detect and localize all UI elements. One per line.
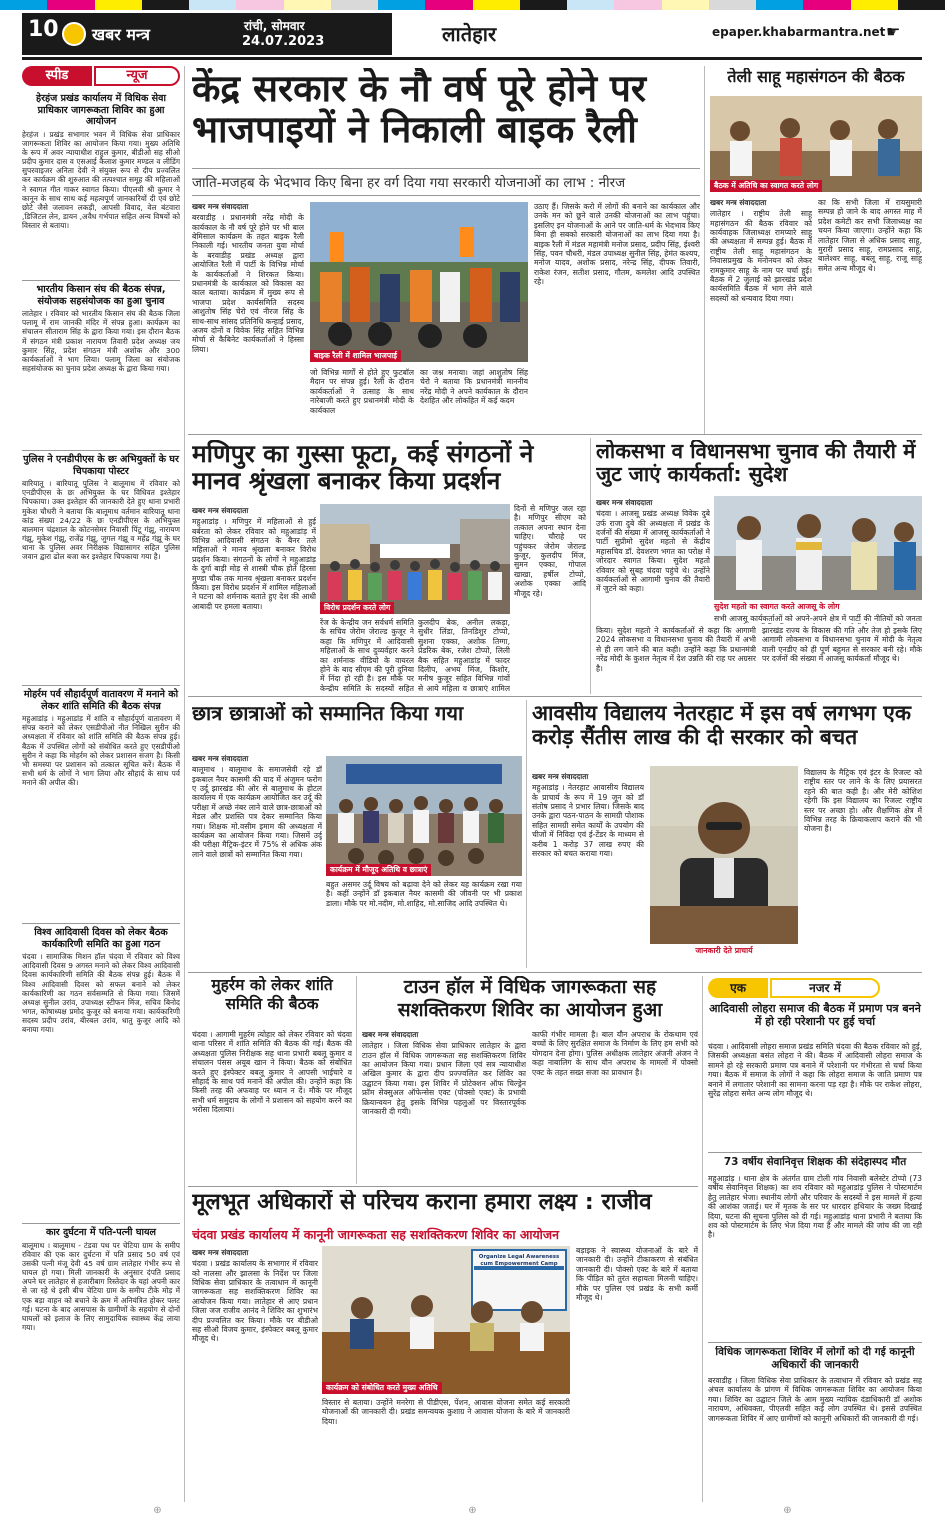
rajiv-banner-text: Organize Legal Awareness cum Empowerment Camp (478, 1254, 560, 1268)
column-divider (704, 66, 705, 434)
speed-news-item-title: हेरहंज प्रखंड कार्यालय में विधिक सेवा प्राधिकार जागरूकता शिविर का हुआ आयोजन (36, 93, 166, 127)
brand-name: खबर मन्त्र (92, 25, 150, 44)
ek-nazar-label (708, 978, 922, 998)
speed-news-item-text: हेरहंज । प्रखंड सभागार भवन में विधिक सेवा प्राधिकार जागरूकता शिविर का आयोजन किया गया। मुख्य अतिथि के रूप में अवर न्यायाधीश राहुल कुमार, बीडीओ सह सीओ प्रदीप कुमार दास व एसआई कैलाश कुमार मण्डल व लीडिंग सुपरवाइजर अनिता देवी ने संयुक्त रूप से दीप प्रज्वलित कर कार्यक्रम की शुरुआत की तत्पश्चात समूह की महिलाओं ने स्वागत गीत गाकर स्वागत किया। पीएलवी श्री कुमार ने कानून के साथ साथ कई महत्वपूर्ण जानकारियों दी एवं छोटे छोटे जैसे जलावन लकड़ी, आपसी विवाद, वेल बंटवारा ,डिजिटल लेन, डायन ,अवैध गर्भपात सहित अन्य विषयों को विस्तार से बताया। (22, 129, 180, 231)
masthead-rule (22, 57, 922, 60)
section-rule (188, 972, 922, 973)
section-rule (188, 434, 922, 435)
ek-nazar-item2-text: महुआडांड़ । थाना क्षेत्र के अंतर्गत ग्राम टोली गांव निवासी बलेस्टेर टोप्पो (73 वर्षीय सेवानिवृत्त शिक्षक) का शव रविवार को महुआडांड़ पुलिस ने पोस्टमार्टम हेतु लातेहार भेजा। स्थानीय लोगों और परिवार के सदस्यों ने इस मामले में हत्या की आशंका जताई। घर में मृतक के सर पर धारदार हथियार के जख्म दिखाई दिया, घटना की सूचना पुलिस को दी गई। महुआडांड़ थाना प्रभारी ने बताया कि शव को पोस्टमार्टम के लिए भेज दिया गया है और मामले की जांच की जा रही है। (708, 1174, 922, 1240)
awasiya-photo (650, 766, 798, 944)
speed-news-item-text: बालूमाथ । बालूमाथ - टंडवा पथ पर चेटिया ग्राम के समीप रविवार की एक कार दुर्घटना में पति प्रसाद 50 वर्ष एवं उसकी पत्नी मंजू देवी 45 वर्ष ग्राम लातेहार गंभीर रूप से घायल हो गया। मिली जानकारी के अनुसार दंपति प्रसाद अपने घर लातेहार से हजारीबाग रिस्तेदार के यहां अपनी कार से जा रहे थे इसी बीच चेटिया ग्राम के समीप टीके मोड़ में एक बड़ा वाहन को बचाने के क्रम में अनियंत्रित होकर पलट गई। घटना के बाद आसपास के ग्रामीणों के सहयोग से दोनों घायलों को इलाज के लिए सामुदायिक स्वास्थ्य केंद्र लाया गया। (22, 1240, 180, 1333)
speed-news-item (22, 923, 180, 1223)
section-name: लातेहार (442, 22, 497, 46)
ek-nazar-headline: आदिवासी लोहरा समाज की बैठक में प्रमाण पत्र बनने में हो रही परेशानी पर हुई चर्चा (709, 1002, 921, 1029)
legal-camp-photo (322, 1246, 570, 1394)
speed-news-item-title: विश्व आदिवासी दिवस को लेकर बैठक कार्यकारिणी समिति का हुआ गठन (34, 927, 168, 950)
loksabha-photo (714, 496, 922, 600)
awasiya-headline: आवसीय विद्यालय नेतरहाट में इस वर्ष लगभग एक करोड़ सैंतीस लाख की दी सरकार को बचत (532, 702, 911, 749)
lead-col-1 (192, 202, 304, 430)
loksabha-photo-caption: सुदेश महतो का स्वागत करते आजसू के लोग (714, 602, 840, 611)
ek-nazar-item3-title: विधिक जागरूकता शिविर में लोगों को दी गई कानूनी अधिकारों की जानकारी (715, 1346, 915, 1371)
section-rule (188, 1186, 698, 1187)
speed-news-label-part2: न्यूज (94, 66, 180, 86)
section-rule (708, 1152, 922, 1153)
speed-news-item (22, 90, 180, 280)
speed-news-item-title: पुलिस ने एनडीपीएस के छः अभियुक्तों के घर चिपकाया पोस्टर (23, 454, 179, 477)
manipur-col-2: रेंज के केन्द्रीय जन सर्वधर्म समिति के सचिव जेरोम जेराल्ड कुजूर ने कहा कि मणिपुर में आदिवासी महिलाओं के साथ दुव्यर्वहार करने का शर्मनाक वीडियो के वायरल होने के बाद सीएम की पूरी दुनिया में निंदा हो रही है। इस मौके पर केन्द्रीय समिति के सदस्यों सहित (320, 618, 414, 692)
awasiya-col-2: विद्यालय के मैट्रिक एवं इंटर के रिजल्ट को राष्ट्रीय स्तर पर लाने के के लिए प्रयासरत रहने की बात कही है। और मेरी कोशिश रहेगी कि इस विद्यालय का रिजल्ट राष्ट्रीय स्तर पर अच्छा हो। और शैक्षणिक क्षेत्र में विभिन्न तरह के क्रियाकलाप कराने की भी योजना है। (804, 768, 922, 834)
column-divider (184, 66, 185, 1502)
townhall-text-1: लातेहार । जिला विधिक सेवा प्राधिकार लातेहार के द्वारा टाउन हॉल में विधिक जागरूकता सह सशक्तिकरण शिविर का आयोजन किया गया। प्रधान जिला एवं सत्र न्यायाधीश अखिल कुमार के द्वारा दीप प्रज्ज्वलित कर शिविर का उद्घाटन किया गया। इस शिविर में प्रोटेक्शन ऑफ चिल्ड्रेन फ्रॉम सेक्सुअल ऑफेन्सेस एक्ट (पोक्सो एक्ट) के प्रभावी क्रियान्वयन हेतु इसके विभिन्न पहलुओं पर विस्तारपूर्वक जानकारी दी गयी। (362, 1041, 526, 1117)
lead-byline: खबर मन्त्र संवाददाता (192, 202, 249, 211)
teli-photo-caption: बैठक में अतिथि का स्वागत करते लोग (710, 180, 822, 192)
loksabha-headline: लोकसभा व विधानसभा चुनाव की तैयारी में जुट जाएं कार्यकर्ता: सुदेश (596, 440, 916, 486)
loksabha-col-2: सभी आजसू कार्यकर्ताओं को अपने-अपने क्षेत्र में पार्टी की नीतियों को जनता (714, 614, 922, 623)
speed-news-item (22, 450, 180, 685)
awasiya-byline: खबर मन्त्र संवाददाता (532, 772, 589, 781)
speed-news-item (22, 685, 180, 923)
column-divider (702, 976, 703, 1502)
students-photo (326, 756, 522, 876)
chhatra-photo-caption: कार्यक्रम में मौजूद अतिथि व छात्राएं (326, 864, 431, 876)
manipur-photo-caption: विरोध प्रदर्शन करते लोग (320, 602, 394, 614)
teli-col-2: का कि सभी जिला में रायसुमारी सम्पन्न हो जाने के बाद अगस्त माह में प्रदेश कमेटी कर सभी जिलाध्यक्ष का चयन किया जाएगा। उन्होंने कहा कि लातेहार जिला से अधिक प्रसाद साहू, मुरारी प्रसाद साहू, रामप्रसाद साहू, बालेश्वर साहू, बबलू साहू, राजू साहू समेत अन्य मौजूद थे। (818, 198, 922, 273)
principal-photo (650, 766, 798, 944)
chhatra-photo (326, 756, 522, 876)
lead-headline: केंद्र सरकार के नौ वर्ष पूरे होने पर भाजपाइयों ने निकाली बाइक रैली (192, 68, 647, 152)
teli-headline: तेली साहू महासंगठन की बैठक (727, 68, 905, 86)
lead-photo-caption: बाइक रैली में शामिल भाजपाई (310, 350, 401, 362)
speed-news-item (22, 280, 180, 450)
section-rule (188, 696, 922, 697)
rajiv-headline: मूलभूत अधिकारों से परिचय कराना हमारा लक्ष्य : राजीव (192, 1190, 652, 1215)
chhatra-col-1 (192, 754, 322, 966)
speed-news-item-title: मोहर्रम पर्व सौहार्दपूर्ण वातावरण में मनाने को लेकर शांति समिति की बैठक संपन्न (23, 689, 179, 712)
lead-col-3: का जश्न मनाया। जहां आशुतोष सिंह चेरो ने बताया कि प्रधानमंत्री माननीय नरेंद्र मोदी ने अपने कार्यकाल के दौरान देशहित और लोकहित में कई कदम (420, 368, 528, 406)
print-registration-marks (0, 1504, 945, 1517)
teli-byline: खबर मन्त्र संवाददाता (710, 198, 767, 207)
rajiv-col-3: बड़ाइक ने स्वास्थ्य योजनाओं के बारे में जानकारी दी। उन्होंने टीकाकरण से संबंधित जानकारी दी। पोक्सो एक्ट के बारे में बताया कि पीड़ित को तुरंत सहायता मिलनी चाहिए। मौके पर पुलिस एवं प्रखंड के सभी कर्मी मौजूद थे। (576, 1246, 698, 1303)
muharram-col-1: चंदवा । आगामी मुहर्रम त्योहार को लेकर रविवार को चंदवा थाना परिसर में शांति समिति की बैठक की गई। बैठक की अध्यक्षता पुलिस निरीक्षक सह थाना प्रभारी बबलू कुमार व संचालन पंसस अयूब खान ने किया। बैठक को संबोधित करते हुए इंस्पेक्टर बबलू कुमार ने आपसी भाईचारे व सौहार्द के साथ पर्व मनाने की अपील की। उन्होंने कहा कि किसी तरह की अफवाह पर ध्यान न दें। मौके पर मौजूद सभी धर्म समुदाय के लोगों ने प्रशासन को सहयोग करने का भरोसा दिलाया। (192, 1030, 352, 1115)
loksabha-bottom-1: किया। सुदेश महतो ने कार्यकर्ताओं से कहा कि आगामी 2024 लोकसभा व विधानसभा चुनाव की तैयारी में अभी से ही लग जाने की बात कही। उन्होंने कहा कि प्रधानमंत्री नरेंद्र मोदी के कुशल नेतृत्व में देश उन्नति की राह पर अग्रसर है। (596, 626, 756, 673)
lead-col-4: उठाए हैं। जिसके करो में लोगों की बनाने का कार्यकाल और उनके मन को छूने वाले उनकी योजनाओं का लाभ पहुंचा। इसलिए इन योजनाओं के आने पर जाति-धर्म के भेदभाव किए बिना ही सबको सरकारी योजनाओं का लाभ दिया गया है। बाइक रैली में मंडल महामंत्री मनोज प्रसाद, प्रदीप सिंह, ईश्वरी सिंह, पवन चौधरी, मंडल उपाध्यक्ष सुनील सिंह, हेमंत कश्यप, मनोज यादव, अशोक प्रसाद, नरेन्द्र सिंह, दीपक तिवारी, राकेश रंजन, सतीश प्रसाद, गौतम, कमलेश आदि उपस्थित रहे। (534, 202, 700, 287)
registration-mark-icon: ⊕ (783, 1505, 792, 1516)
registration-mark-icon: ⊕ (468, 1505, 477, 1516)
column-divider (590, 438, 591, 694)
speed-news-label-part1: स्पीड (22, 66, 92, 86)
manipur-col-3: कुलदीप बेक, अनील लकड़ा, सुधीर लिंडा, तिनडिशुर टोप्पो, सुशना एक्का, अशोक तिग्गा, प्रेडरिक बेक, रजेश टोप्पो, लिली बैक सहित महुआडांड़ में फादर दिलीप, अभय मिंज, किशोर, मनीष कुजूर सहित विभिन्न गांवों से आये महिला व छात्राएं शामिल (418, 618, 510, 692)
awasiya-photo-caption: जानकारी देते प्राचार्य (695, 946, 753, 955)
speed-news-item (22, 1223, 180, 1493)
issue-date: 24.07.2023 (242, 34, 325, 49)
rajiv-text-1: चंदवा । प्रखंड कार्यालय के सभागार में रविवार को नालसा और झालसा के निर्देश पर जिला विधिक सेवा प्राधिकार के तत्वाधान में कानूनी जागरूकता सह सशक्तिकरण शिविर का आयोजन किया गया। लातेहार से आए प्रधान जिला जज राजीव आनंद ने शिविर का शुभारंभ दीप प्रज्वलित कर किया। मौके पर बीडीओ सह सीओ विजय कुमार, इंस्पेक्टर बबलू कुमार मौजूद थे। (192, 1259, 318, 1344)
rajiv-subhead: चंदवा प्रखंड कार्यालय में कानूनी जागरूकता सह सशक्तिकरण शिविर का आयोजन (192, 1227, 559, 1242)
loksabha-text-1: चंदवा । आजसू प्रखंड अध्यक्ष विवेक दुबे उर्फ राजा दुबे की अध्यक्षता में प्रखंड के दर्जनों की संख्या में आजसू कार्यकर्ताओं ने पार्टी सुप्रीमो सुदेश महतो से केंद्रीय महासचिव डॉ. देवशरण भगत का परोक्ष में जोरदार स्वागत किया। सुदेश महतो रविवार को सुबह चंदवा पहुंचे थे। उन्होंने कार्यकर्ताओं से आगामी चुनाव की तैयारी में जुटने को कहा। (596, 509, 710, 594)
chhatra-headline: छात्र छात्राओं को सम्मानित किया गया (192, 702, 464, 725)
speed-news-item-title: भारतीय किसान संघ की बैठक संपन्न, संयोजक सहसंयोजक का हुआ चुनाव (36, 284, 166, 307)
townhall-col-2: काफी गंभीर मामला है। बाल यौन अपराध के रोकथाम एवं बच्चों के लिए सुरक्षित समाज के निर्माण के लिए हम सभी को योगदान देना होगा। पुलिस अधीक्षक लातेहार अंजनी अंजन ने कहा नाबालिग के साथ यौन अपराध के मामलों में पोक्सो एक्ट के तहत सख्त सजा का प्रावधान है। (532, 1030, 698, 1077)
teli-photo (710, 96, 922, 192)
column-divider (526, 700, 527, 968)
speed-news-column (22, 90, 180, 1502)
lead-subhead: जाति-मजहब के भेदभाव किए बिना हर वर्ग दिया गया सरकारी योजनाओं का लाभ : नीरज (192, 168, 700, 196)
lead-photo (310, 202, 528, 362)
rajiv-col-1 (192, 1248, 318, 1502)
manipur-headline: मणिपुर का गुस्सा फूटा, कई संगठनों ने मानव श्रृंखला बनाकर किया प्रदर्शन (192, 440, 534, 496)
epaper-link[interactable]: epaper.khabarmantra.net (712, 25, 886, 39)
teli-text-1: लातेहार । राष्ट्रीय तेली साहू महासंगठन की बैठक रविवार को कार्यवाहक जिलाध्यक्ष रामप्यारे साहू की अध्यक्षता में सम्पन्न हुई। बैठक में राष्ट्रीय तेली साहू महासंगठन के निवासप्रमुख के मनोनयन को लेकर रामकुमार साहू के नाम पर चर्चा हुई। बैठक में 2 जुलाई को झारखंड प्रदेश कार्यसमिति बैठक में भाग लेने वाले सदस्यों को धन्यवाद दिया गया। (710, 209, 812, 303)
chhatra-byline: खबर मन्त्र संवाददाता (192, 754, 249, 763)
hand-pointer-icon: ☛ (886, 22, 901, 41)
manipur-col-1 (192, 506, 316, 692)
ek-nazar-label-part1: एक (708, 978, 768, 998)
townhall-headline: टाउन हॉल में विधिक जागरूकता सह सशक्तिकरण शिविर का आयोजन हुआ (397, 976, 663, 1021)
brand-logo-icon (62, 22, 86, 46)
townhall-col-1 (362, 1030, 526, 1180)
masthead (22, 13, 922, 63)
ek-nazar-item3-text: बरवाडीह । जिला विधिक सेवा प्राधिकार के तत्वाधान में रविवार को प्रखंड सह अंचल कार्यालय के प्रांगण में विधिक जागरूकता शिविर का आयोजन किया गया। शिविर का उद्घाटन जिले के आम मुख्य न्यायिक दंडाधिकारी डॉ अशोक नारायण, अधिवक्ता, पीएलवी सहित कई लोग उपस्थित थे। इससे उपस्थित जागरूकता शिविर में आए ग्रामीणों को कानूनी अधिकारों की जानकारी दी गई। (708, 1376, 922, 1423)
loksabha-col-1 (596, 498, 710, 622)
ek-nazar-item2-title: 73 वर्षीय सेवानिवृत्त शिक्षक की संदेहास्पद मौत (723, 1156, 907, 1168)
awasiya-col-1 (532, 772, 644, 968)
place-day: रांची, सोमवार (244, 19, 305, 33)
print-color-bar (0, 0, 945, 10)
manipur-text-1: महुआडांड़ । मणिपुर में महिलाओं से हुई बर्बरता को लेकर रविवार को महुआडांड़ में विभिन्न आदिवासी संगठन के बैनर तले महिलाओं ने मानव श्रृंखला बनाकर विरोध प्रदर्शन किया। संगठनों के लोगों ने महुआडांड़ के दुर्गा बाड़ी मोड़ से शास्त्री चौक होते हिरसा मुण्डा चौक तक मानव श्रृंखला बनाकर प्रदर्शन किया। इस विरोध प्रदर्शन में शामिल महिलाओं ने घटना को शर्मनाक बताते हुए देश की आधी आबादी पर हमला बताया। (192, 517, 316, 611)
speed-news-label (22, 66, 180, 86)
welcome-photo (714, 496, 922, 600)
chhatra-col-2: बहुत असमर उर्दू विषय को बढ़ावा देने को लेकर यह कार्यक्रम रखा गया है। कहीं उन्होंने डॉ इकबाल नैयर कासमी की जीवनी पर भी प्रकाश डाला। मौके पर मो.नदीम, मो.शाहिद, मो.साजिद आदि उपस्थित थे। (326, 880, 522, 908)
townhall-byline: खबर मन्त्र संवाददाता (362, 1030, 419, 1039)
loksabha-bottom-2: झारखंड राज्य के विकास की गति और तेज हो इसके लिए आगामी लोकसभा व विधानसभा चुनाव में मोदी के नेतृत्व वाली एनडीए को ही पूर्ण बहुमत से सरकार बनी रहे। मौके पर दर्जनों की संख्या में आजसू कार्यकर्ता मौजूद थे। (762, 626, 922, 664)
lead-col-2: जो विभिन्न मार्गों से होते हुए फुटबॉल मैदान पर संपन्न हुई। रैली के दौरान कार्यकर्ताओं ने उत्साह के साथ नारेबाजी करते हुए प्रधानमंत्री मोदी के कार्यकाल (310, 368, 414, 415)
rajiv-photo (322, 1246, 570, 1394)
chhatra-text-1: बालूमाथ । बालूमाथ के समाजसेवी रहे डॉ इकबाल नैयर कासमी की याद में अंजुमन फरोग ए उर्दू झारखंड की ओर से बालूमाथ के होटल कार्यालय में एक कार्यक्रम आयोजित कर उर्दू की परीक्षा में अच्छे नंबर लाने वाले छात्र-छात्राओं को मेडल और प्रशस्ति पत्र देकर सम्मानित किया गया। शिक्षक मो.वसीम इमाम की अध्यक्षता में कार्यक्रम का आयोजन किया गया। जिसमें उर्दू की परीक्षा मैट्रिक-इंटर में 75% से अधिक अंक लाने वाले छात्रों को सम्मानित किया गया। (192, 765, 322, 859)
ek-nazar-text: चंदवा । आदिवासी लोहरा समाज प्रखंड समिति चंदवा की बैठक रविवार को हुई, जिसकी अध्यक्षता बसंत लोहरा ने की। बैठक में आदिवासी लोहरा समाज के सामने हो रहे सरकारी प्रमाण पत्र बनाने में परेशानी पर गंभीरता से चर्चा किया गया। बैठक में समाज के लोगों ने कहा कि लोहरा समाज के जाति प्रमाण पत्र बनाने में लगातार परेशानी का सामना करना पड़ रहा है। मौके पर राकेश लोहरा, सुरेंद्र लोहरा समेत अन्य लोग मौजूद थे। (708, 1042, 922, 1099)
speed-news-item-text: लातेहार । रविवार को भारतीय किसान संघ की बैठक जिला पलामू में राम जानकी मंदिर में संपन्न हुआ। कार्यक्रम का संचालन सीताराम सिंह के द्वारा किया गया। इस दौरान बैठक में संगठन मंत्री प्रकाश नारायण तिवारी प्रदेश अध्यक्ष जय कुमार सिंह, प्रदेश संगठन मंत्री अशोक और 300 कार्यकर्ताओं ने भाग लिया। पलामू जिला का संयोजक सहसंयोजक का चुनाव प्रदेश अध्यक्ष के द्वारा किया गया। (22, 309, 180, 374)
manipur-photo (320, 504, 510, 614)
meeting-photo (710, 96, 922, 192)
lead-text-1: बरवाडीह । प्रधानमंत्री नरेंद्र मोदी के कार्यकाल के नौ वर्ष पूरे होने पर भी बाल बेमिसाल कार्यक्रम के तहत बाइक रैली निकाली गई। भारतीय जनता युवा मोर्चा के बरवाडीह प्रखंड अध्यक्ष द्वारा आयोजित रैली में पार्टी के विभिन्न मोर्चा के कार्यकर्ताओं ने शिरकत किया। प्रधानमंत्री के कार्यकाल को विकास का काल बताया। कार्यक्रम में मुख्य रूप से भाजपा प्रदेश कार्यसमिति सदस्य आशुतोष सिंह चेरो एवं नीरज सिंह के साथ-साथ सांसद प्रतिनिधि कन्हाई प्रसाद, अजय दोनों व विवेक सिंह सहित विभिन्न मोर्चा से कैबिनेट कार्यकर्ताओं ने हिस्सा लिया। (192, 213, 304, 354)
speed-news-item-text: महुआडांड़ । महुआडांड़ में शांति व सौहार्दपूर्ण वातावरण में संपन्न कराने को लेकर एसडीपीओ नीत निखिल सुरीन की अध्यक्षता में रविवार को शांति समिति की बैठक संपन्न हुई। बैठक में उपस्थित लोगों को संबोधित करते हुए एसडीपीओ सुरीन ने कहा कि मोहर्रम को लेकर प्रशासन सजग है। किसी भी समस्या पर प्रशासन को तत्काल सूचित करें। बैठक में सभी धर्म के लोगों ने भाग लिया और सौहार्द के साथ पर्व मनाने की अपील की। (22, 714, 180, 788)
loksabha-byline: खबर मन्त्र संवाददाता (596, 498, 653, 507)
teli-col-1 (710, 198, 812, 430)
column-divider (356, 976, 357, 1184)
manipur-byline: खबर मन्त्र संवाददाता (192, 506, 249, 515)
rajiv-col-2: विस्तार से बताया। उन्होंने मनरेगा से पीडीएस, पेंशन, आवास योजना समेत कई सरकारी योजनाओं की जानकारी दी। प्रखंड समन्वयक कुशाग्र ने आवास योजना के बारे में जानकारी दिया। (322, 1398, 570, 1426)
ek-nazar-label-part2: नजर में (770, 978, 880, 998)
registration-mark-icon: ⊕ (153, 1505, 162, 1516)
human-chain-photo (320, 504, 510, 614)
bike-rally-photo (310, 202, 528, 362)
rajiv-byline: खबर मन्त्र संवाददाता (192, 1248, 249, 1257)
speed-news-item-text: चंदवा । सामाजिक मिशन हॉल चंदवा में रविवार को विश्व आदिवासी दिवस 9 अगस्त मनाने को लेकर विश्व आदिवासी दिवस कार्यकारिणी समिति की बैठक संपन्न हुई। बैठक में विश्व आदिवासी दिवस को सफल बनाने को लेकर कार्यकारिणी का गठन सर्वसम्मति से किया गया। जिसमें अध्यक्ष सुनील उरांव, उपाध्यक्ष स्टीफन मिंज, सचिव बिनोद भगत, कोषाध्यक्ष प्रमोद कुजूर को बनाया गया। कार्यकारिणी सदस्य प्रदीप उरांव, बीरबल उरांव, धातु कुजूर आदि को बनाया गया। (22, 952, 180, 1035)
speed-news-item-text: बारियातू । बारियातू पुलिस ने बालूमाथ में रविवार को एनडीपीएस के छः अभियुक्त के घर विधिवत इश्तेहार चिपकाया। उक्त इश्तेहार की जानकारी देते हुए थाना प्रभारी मुकेश चौधरी ने बताया कि बालूमाथ वर्तमान बारियातू थाना कांड संख्या 24/22 के छः एनडीपीएस के अभियुक्त बालमान चंद्रशाल के कोटनसेमर निवासी पिंटू गंझू, नारायण गंझू, मुकेश गंझू, राजेंद्र गंझू, जुगल गंझू व महेंद्र गंझू के घर थाना के पुलिस अवर निरीक्षक विद्यासागर सहित पुलिस जवान द्वारा ढोल बजा कर इश्तेहार चिपकाया गया है। (22, 479, 180, 562)
speed-news-item-title: कार दुर्घटना में पति-पत्नी घायल (45, 1227, 157, 1238)
page-number: 10 (28, 17, 59, 42)
rajiv-photo-caption: कार्यक्रम को संबोधित करते मुख्य अतिथि (322, 1382, 442, 1394)
awasiya-text-1: महुआडांड़ । नेतरहाट आवासीय विद्यालय के प्राचार्य के रूप में 19 जून को डॉ संतोष प्रसाद ने प्रभार लिया। जिसके बाद उनके द्वारा पठन-पाठन के सामग्री पोशाक सहित सामग्री समेत कार्यों के उपयोग की चीजों में निविदा एवं ई-टेंडर के माध्यम से करीब 1 करोड़ 37 लाख रुपए की सरकार को बचत कराया गया। (532, 783, 644, 859)
muharram-headline: मुहर्रम को लेकर शांति समिति की बैठक (211, 976, 333, 1013)
section-rule (708, 1342, 922, 1343)
manipur-col-4: दिनों से मणिपुर जल रहा है। मणिपुर सीएम को तत्काल अपना स्थान देना चाहिए। चौराहे पर पहुंचकर जेरोम जेराल्ड कुजूर, कुलदीप मिंज, सुमन एक्का, गोपाल खाखा, हर्षील टोप्पो, अशोक एक्का आदि मौजूद रहे। (514, 504, 586, 598)
